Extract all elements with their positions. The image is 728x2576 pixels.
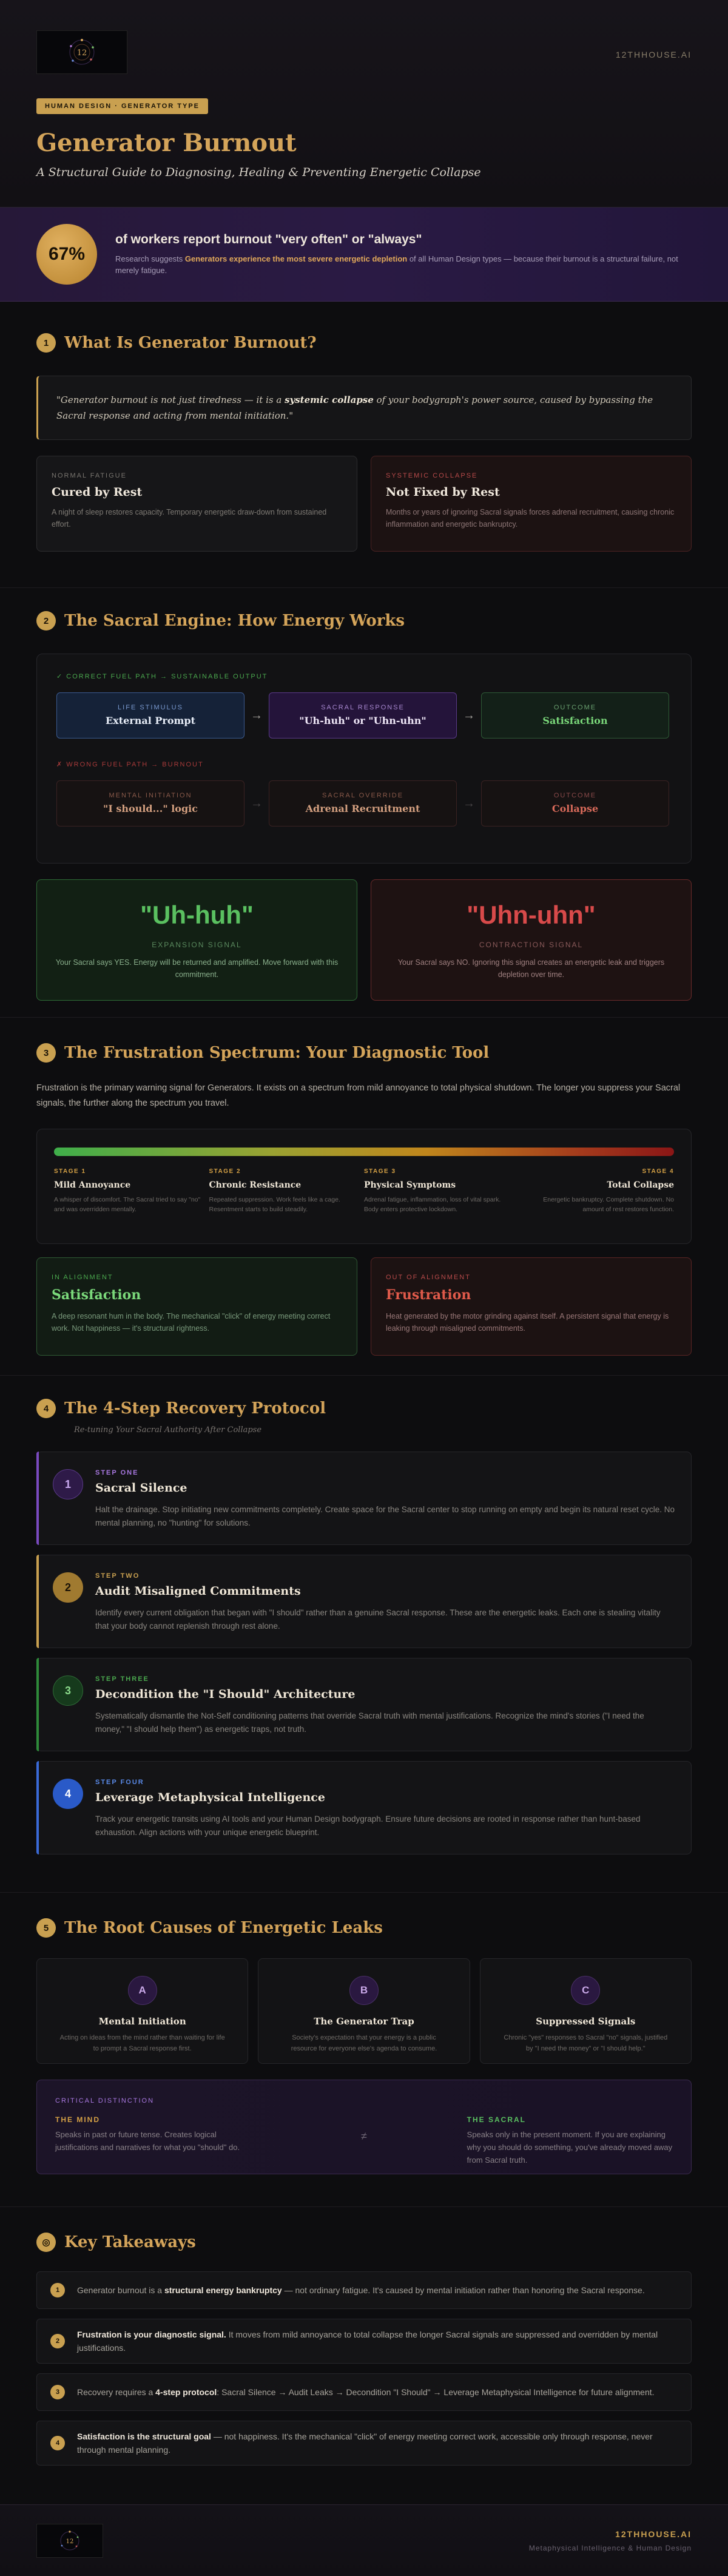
section-title: What Is Generator Burnout? <box>64 334 317 352</box>
footer-logo[interactable] <box>36 2524 103 2558</box>
stage-2: STAGE 2 Chronic Resistance Repeated suppression. Work feels like a cage. Resentment starts to build steadily. <box>209 1168 340 1214</box>
cause-title: The Generator Trap <box>314 2016 414 2027</box>
section-title: The Root Causes of Energetic Leaks <box>64 1919 383 1937</box>
section-recovery-protocol <box>0 1376 728 1893</box>
signal-description: Your Sacral says NO. Ignoring this signal creates an energetic leak and triggers depletion over time. <box>397 958 665 979</box>
category-tag: HUMAN DESIGN · GENERATOR TYPE <box>36 98 208 114</box>
cause-card-a <box>36 1958 248 2064</box>
wrong-path-label: ✗ WRONG FUEL PATH → BURNOUT <box>56 761 204 768</box>
card-label: IN ALIGNMENT <box>52 1273 113 1281</box>
step-label: STEP FOUR <box>95 1779 144 1786</box>
takeaway-item: 4 Satisfaction is the structural goal — not happiness. It's the mechanical "click" of energy meeting correct work, accessible only through response, never through mental planning. <box>36 2421 692 2466</box>
signal-label: CONTRACTION SIGNAL <box>479 941 584 949</box>
section-title: Key Takeaways <box>64 2233 196 2251</box>
critical-distinction-panel <box>36 2080 692 2174</box>
cause-letter: C <box>571 1976 600 2005</box>
section-frustration-spectrum <box>0 1018 728 1376</box>
footer <box>0 2504 728 2576</box>
frustration-spectrum <box>36 1129 692 1244</box>
brand-name[interactable]: 12THHOUSE.AI <box>615 50 692 59</box>
card-title: Satisfaction <box>52 1286 141 1303</box>
fuel-path-diagram <box>36 654 692 864</box>
spectrum-gradient-bar <box>54 1148 674 1156</box>
step-number: 1 <box>53 1469 83 1499</box>
page-title: Generator Burnout <box>36 129 297 157</box>
stat-banner <box>0 208 728 302</box>
page-subtitle: A Structural Guide to Diagnosing, Healing & Preventing Energetic Collapse <box>36 166 481 179</box>
mind-column: THE MIND Speaks in past or future tense. Creates logical justifications and narratives for what you "should" do. <box>55 2115 240 2152</box>
definition-quote: "Generator burnout is not just tiredness — it is a systemic collapse of your bodygraph's power source, caused by bypassing the Sacral response and acting from mental initiation." <box>36 376 692 440</box>
step-number: 4 <box>53 1779 83 1809</box>
svg-text:12: 12 <box>66 2538 74 2545</box>
step-description: Identify every current obligation that began with "I should" rather than a genuine Sacral response. These are the energetic leaks. Each one is stealing vitality that your body cannot replenish through rest alone. <box>95 1608 661 1631</box>
stage-3: STAGE 3 Physical Symptoms Adrenal fatigue, inflammation, loss of vital spark. Body enters protective lockdown. <box>364 1168 501 1214</box>
arrow-right-icon: → <box>463 708 475 722</box>
flow-box-satisfaction: OUTCOME Satisfaction <box>481 692 669 739</box>
panel-label: CRITICAL DISTINCTION <box>55 2097 155 2104</box>
step-description: Halt the drainage. Stop initiating new commitments completely. Create space for the Sacral center to stop running on empty and begin its natural reset cycle. No mental planning, no "hunting" for solutions. <box>95 1505 675 1527</box>
section-what-is-burnout <box>0 302 728 588</box>
step-number: 3 <box>53 1675 83 1706</box>
section-title: The Sacral Engine: How Energy Works <box>64 612 405 630</box>
signal-label: EXPANSION SIGNAL <box>152 941 242 949</box>
step-title: Leverage Metaphysical Intelligence <box>95 1791 325 1804</box>
step-description: Systematically dismantle the Not-Self conditioning patterns that override Sacral truth with mental justifications. Recognize the mind's stories ("I need the money," "I should help them") as energetic traps, not truth. <box>95 1711 644 1734</box>
brand-logo[interactable] <box>36 30 127 74</box>
arrow-right-icon: → <box>251 708 263 722</box>
arrow-right-icon: → <box>463 796 475 810</box>
cause-description: Chronic "yes" responses to Sacral "no" signals, justified by "I need the money" or "I should help." <box>504 2034 668 2052</box>
stat-description: Research suggests Generators experience the most severe energetic depletion of all Human Design types — because their burnout is a structural failure, not merely fatigue. <box>115 254 678 275</box>
card-label: NORMAL FATIGUE <box>52 472 127 479</box>
section-key-takeaways <box>0 2207 728 2504</box>
step-number: 2 <box>53 1572 83 1603</box>
stat-headline: of workers report burnout "very often" or "always" <box>115 232 422 246</box>
stage-1: STAGE 1 Mild Annoyance A whisper of discomfort. The Sacral tried to say "no" and was overridden mentally. <box>54 1168 201 1214</box>
step-title: Decondition the "I Should" Architecture <box>95 1688 356 1701</box>
target-icon: ◎ <box>36 2233 56 2252</box>
step-description: Track your energetic transits using AI tools and your Human Design bodygraph. Ensure future decisions are rooted in response rather than hunt-based exhaustion. Align actions with your unique energetic blueprint. <box>95 1814 641 1837</box>
step-label: STEP TWO <box>95 1572 140 1580</box>
section-number: 3 <box>36 1043 56 1063</box>
takeaway-item: 3 Recovery requires a 4-step protocol: Sacral Silence → Audit Leaks → Decondition "I Should" → Leverage Metaphysical Intelligence for future alignment. <box>36 2373 692 2411</box>
step-title: Sacral Silence <box>95 1481 187 1495</box>
section-subtitle: Re-tuning Your Sacral Authority After Collapse <box>74 1425 262 1435</box>
cause-title: Suppressed Signals <box>536 2016 636 2027</box>
in-alignment-card <box>36 1257 357 1356</box>
flow-box-stimulus: LIFE STIMULUS External Prompt <box>56 692 244 739</box>
section-number: 4 <box>36 1399 56 1418</box>
flow-box-sacral-response: SACRAL RESPONSE "Uh-huh" or "Uhn-uhn" <box>269 692 457 739</box>
card-label: OUT OF ALIGNMENT <box>386 1273 471 1281</box>
takeaway-item: 1 Generator burnout is a structural energy bankruptcy — not ordinary fatigue. It's caused by mental initiation rather than honoring the Sacral response. <box>36 2271 692 2309</box>
step-title: Audit Misaligned Commitments <box>95 1584 301 1598</box>
arrow-right-icon: → <box>251 796 263 810</box>
cause-card-b <box>258 1958 470 2064</box>
contraction-signal-card <box>371 879 692 1001</box>
cause-letter: B <box>349 1976 379 2005</box>
section-root-causes <box>0 1893 728 2207</box>
footer-brand[interactable]: 12THHOUSE.AI <box>615 2529 692 2539</box>
card-description: A deep resonant hum in the body. The mechanical "click" of energy meeting correct work. Not happiness — it's structural rightness. <box>52 1311 331 1333</box>
flow-box-sacral-override: SACRAL OVERRIDE Adrenal Recruitment <box>269 780 457 827</box>
section-number: 1 <box>36 333 56 353</box>
step-label: STEP ONE <box>95 1469 139 1476</box>
stat-value: 67% <box>36 224 97 285</box>
card-title: Frustration <box>386 1286 471 1303</box>
section-title: The 4-Step Recovery Protocol <box>64 1399 326 1418</box>
step-card-2 <box>36 1555 692 1648</box>
card-title: Not Fixed by Rest <box>386 485 500 499</box>
cause-letter: A <box>128 1976 157 2005</box>
correct-path-label: ✓ CORRECT FUEL PATH → SUSTAINABLE OUTPUT <box>56 673 268 680</box>
card-description: Months or years of ignoring Sacral signals forces adrenal recruitment, causing chronic inflammation and energetic bankruptcy. <box>386 508 675 529</box>
sacral-column: THE SACRAL Speaks only in the present moment. If you are explaining why you should do something, you've already moved away from Sacral truth. <box>467 2115 673 2165</box>
cause-description: Acting on ideas from the mind rather than waiting for life to prompt a Sacral response first. <box>59 2034 225 2052</box>
cause-card-c <box>480 1958 692 2064</box>
section-sacral-engine <box>0 588 728 1018</box>
step-card-4 <box>36 1761 692 1854</box>
footer-tagline: Metaphysical Intelligence & Human Design <box>528 2543 692 2552</box>
step-card-3 <box>36 1658 692 1751</box>
flow-box-mental-initiation: MENTAL INITIATION "I should..." logic <box>56 780 244 827</box>
card-description: Heat generated by the motor grinding against itself. A persistent signal that energy is leaking through misaligned commitments. <box>386 1311 669 1333</box>
signal-description: Your Sacral says YES. Energy will be returned and amplified. Move forward with this commitment. <box>55 958 339 979</box>
section-title: The Frustration Spectrum: Your Diagnostic Tool <box>64 1044 490 1062</box>
cause-title: Mental Initiation <box>98 2016 186 2027</box>
signal-word: "Uhn-uhn" <box>467 901 596 929</box>
out-of-alignment-card <box>371 1257 692 1356</box>
cause-description: Society's expectation that your energy is a public resource for everyone else's agenda to consume. <box>291 2034 437 2052</box>
card-title: Cured by Rest <box>52 485 143 499</box>
stage-4: STAGE 4 Total Collapse Energetic bankruptcy. Complete shutdown. No amount of rest restores function. <box>543 1168 674 1214</box>
header <box>0 0 728 208</box>
section-number: 2 <box>36 611 56 630</box>
svg-text:12: 12 <box>76 49 87 58</box>
section-intro: Frustration is the primary warning signal for Generators. It exists on a spectrum from mild annoyance to total physical shutdown. The longer you suppress your Sacral signals, the further along the spectrum you travel. <box>36 1083 681 1109</box>
card-description: A night of sleep restores capacity. Temporary energetic draw-down from sustained effort. <box>52 508 327 529</box>
card-label: SYSTEMIC COLLAPSE <box>386 472 478 479</box>
normal-fatigue-card <box>36 456 357 552</box>
takeaway-item: 2 Frustration is your diagnostic signal. It moves from mild annoyance to total collapse the longer Sacral signals are suppressed and overridden by mental justifications. <box>36 2319 692 2364</box>
flow-box-collapse: OUTCOME Collapse <box>481 780 669 827</box>
signal-word: "Uh-huh" <box>140 901 254 929</box>
section-number: 5 <box>36 1918 56 1938</box>
step-card-1 <box>36 1452 692 1545</box>
step-label: STEP THREE <box>95 1675 149 1683</box>
systemic-collapse-card <box>371 456 692 552</box>
expansion-signal-card <box>36 879 357 1001</box>
not-equal-icon: ≠ <box>361 2130 367 2142</box>
